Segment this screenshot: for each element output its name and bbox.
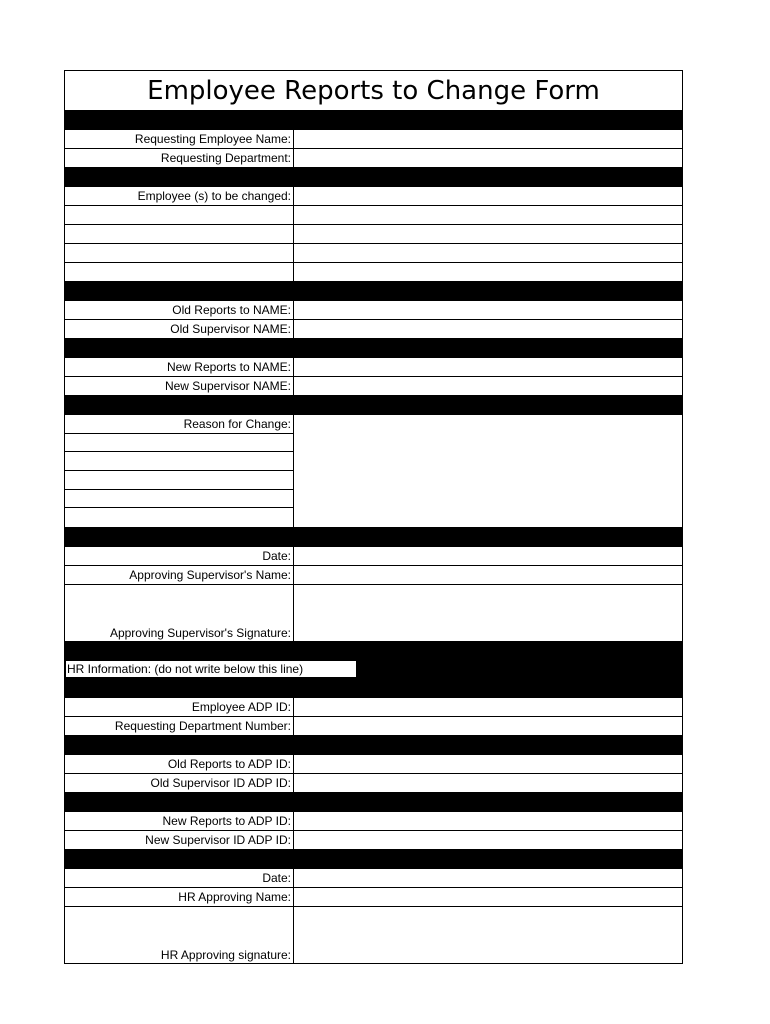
reason-line[interactable] <box>65 452 293 471</box>
hr-approving-name-row <box>65 888 682 907</box>
requesting-department-number-label: Requesting Department Number: <box>65 717 294 735</box>
requesting-department-number-field[interactable] <box>294 717 682 735</box>
hr-approving-name-label: HR Approving Name: <box>65 888 294 906</box>
old-reports-to-name-label: Old Reports to NAME: <box>65 301 294 319</box>
requesting-department-number-row <box>65 717 682 736</box>
hr-date-field[interactable] <box>294 869 682 887</box>
employee-row <box>65 263 682 282</box>
old-supervisor-name-field[interactable] <box>294 320 682 338</box>
date-row <box>65 547 682 566</box>
old-reports-to-adp-id-label: Old Reports to ADP ID: <box>65 755 294 773</box>
old-supervisor-id-adp-id-label: Old Supervisor ID ADP ID: <box>65 774 294 792</box>
new-reports-to-adp-id-field[interactable] <box>294 812 682 830</box>
section-divider <box>65 850 682 869</box>
requesting-department-field[interactable] <box>294 149 682 167</box>
new-reports-to-adp-id-label: New Reports to ADP ID: <box>65 812 294 830</box>
old-reports-to-name-row <box>65 301 682 320</box>
new-reports-to-name-field[interactable] <box>294 358 682 376</box>
form-title: Employee Reports to Change Form <box>65 71 682 111</box>
employee-name-cell[interactable] <box>65 263 294 281</box>
requesting-employee-name-field[interactable] <box>294 130 682 148</box>
reason-label-column <box>65 415 294 527</box>
hr-date-label: Date: <box>65 869 294 887</box>
old-reports-to-adp-id-field[interactable] <box>294 755 682 773</box>
employee-adp-id-row <box>65 698 682 717</box>
employee-name-cell[interactable] <box>65 225 294 243</box>
employee-row <box>65 225 682 244</box>
section-divider <box>65 168 682 187</box>
approving-supervisor-signature-field[interactable] <box>294 585 682 641</box>
employee-adp-id-label: Employee ADP ID: <box>65 698 294 716</box>
employee-reports-change-form <box>64 70 683 964</box>
new-supervisor-id-adp-id-label: New Supervisor ID ADP ID: <box>65 831 294 849</box>
requesting-employee-name-row <box>65 130 682 149</box>
employee-row <box>65 244 682 263</box>
approving-supervisor-name-field[interactable] <box>294 566 682 584</box>
employees-to-change-label: Employee (s) to be changed: <box>65 187 294 205</box>
new-reports-to-adp-id-row <box>65 812 682 831</box>
employee-name-cell[interactable] <box>65 206 294 224</box>
requesting-department-label: Requesting Department: <box>65 149 294 167</box>
section-divider <box>65 793 682 812</box>
old-supervisor-name-label: Old Supervisor NAME: <box>65 320 294 338</box>
new-reports-to-name-row <box>65 358 682 377</box>
employees-to-change-row <box>65 187 682 206</box>
reason-line[interactable] <box>65 471 293 490</box>
reason-line[interactable] <box>65 508 293 527</box>
reason-line[interactable] <box>65 434 293 452</box>
hr-section-header <box>65 641 682 698</box>
section-divider <box>65 736 682 755</box>
hr-approving-signature-field[interactable] <box>294 907 682 963</box>
approving-supervisor-signature-label: Approving Supervisor's Signature: <box>65 585 294 641</box>
requesting-department-row <box>65 149 682 168</box>
new-reports-to-name-label: New Reports to NAME: <box>65 358 294 376</box>
employee-to-change-field-1[interactable] <box>294 187 682 205</box>
employee-name-cell[interactable] <box>65 244 294 262</box>
date-field[interactable] <box>294 547 682 565</box>
employee-to-change-field-2[interactable] <box>294 206 682 224</box>
employee-to-change-field-4[interactable] <box>294 244 682 262</box>
old-reports-to-adp-id-row <box>65 755 682 774</box>
reason-for-change-field[interactable] <box>294 415 682 527</box>
reason-for-change-label: Reason for Change: <box>65 415 293 434</box>
approving-supervisor-signature-row <box>65 585 682 641</box>
approving-supervisor-name-row <box>65 566 682 585</box>
date-label: Date: <box>65 547 294 565</box>
section-divider <box>65 396 682 415</box>
hr-approving-name-field[interactable] <box>294 888 682 906</box>
hr-information-label: HR Information: (do not write below this line) <box>65 660 357 678</box>
new-supervisor-id-adp-id-row <box>65 831 682 850</box>
section-divider <box>65 282 682 301</box>
reason-line[interactable] <box>65 490 293 508</box>
new-supervisor-name-label: New Supervisor NAME: <box>65 377 294 395</box>
employee-row <box>65 206 682 225</box>
hr-approving-signature-label: HR Approving signature: <box>65 907 294 963</box>
employee-to-change-field-5[interactable] <box>294 263 682 281</box>
new-supervisor-name-row <box>65 377 682 396</box>
reason-for-change-block <box>65 415 682 528</box>
requesting-employee-name-label: Requesting Employee Name: <box>65 130 294 148</box>
old-reports-to-name-field[interactable] <box>294 301 682 319</box>
employee-to-change-field-3[interactable] <box>294 225 682 243</box>
old-supervisor-id-adp-id-row <box>65 774 682 793</box>
old-supervisor-name-row <box>65 320 682 339</box>
old-supervisor-id-adp-id-field[interactable] <box>294 774 682 792</box>
new-supervisor-id-adp-id-field[interactable] <box>294 831 682 849</box>
section-divider <box>65 528 682 547</box>
approving-supervisor-name-label: Approving Supervisor's Name: <box>65 566 294 584</box>
hr-date-row <box>65 869 682 888</box>
employee-adp-id-field[interactable] <box>294 698 682 716</box>
section-divider <box>65 339 682 358</box>
hr-approving-signature-row <box>65 907 682 963</box>
new-supervisor-name-field[interactable] <box>294 377 682 395</box>
section-divider <box>65 111 682 130</box>
